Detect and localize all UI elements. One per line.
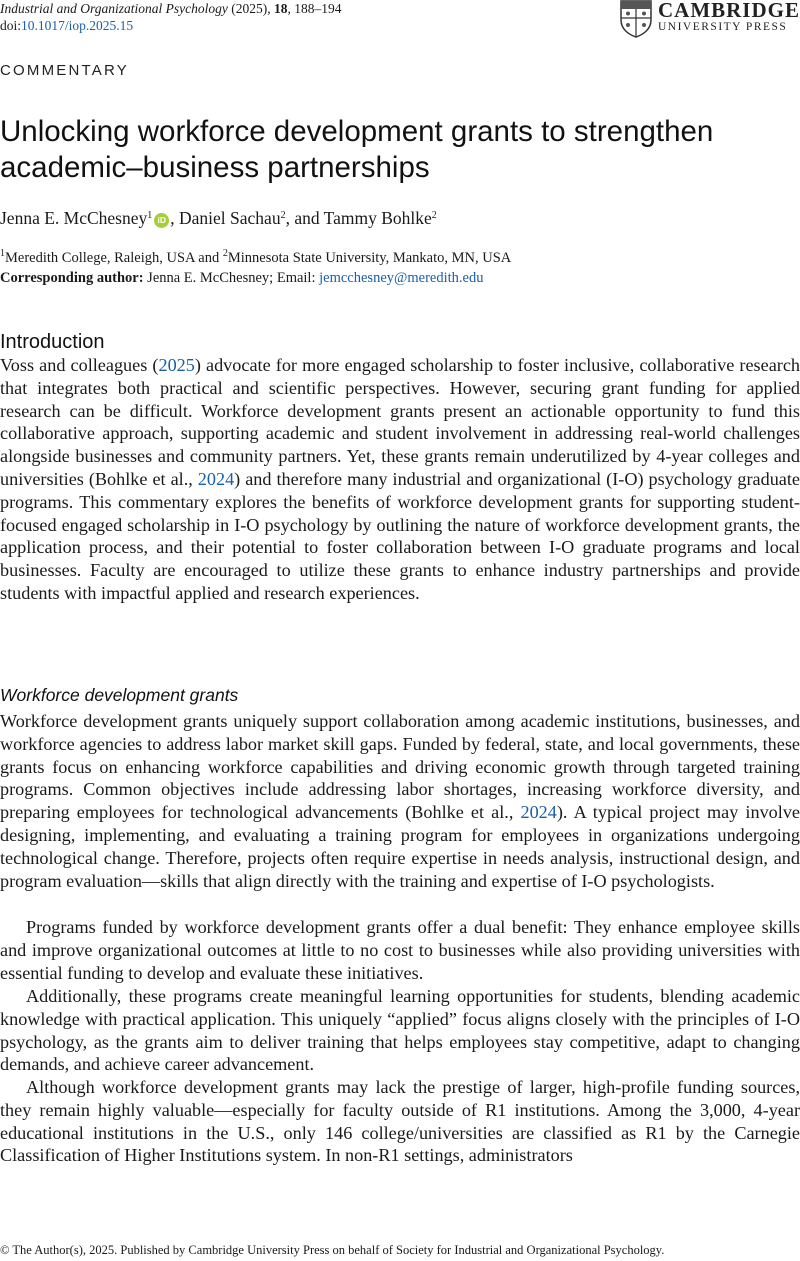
body-paragraph: Additionally, these programs create meaningful learning opportunities for students, blending academic knowledge with practical application. This uniquely “applied” focus aligns closely with the principles of I-O psychology, as the grants aim to deliver training that helps employees stay competitive, adapt to changing demands, and achieve career advancement. xyxy=(0,986,800,1075)
journal-header xyxy=(0,0,342,34)
article-title: Unlocking workforce development grants to strengthen academic–business partnerships xyxy=(0,115,714,184)
publisher-name: CAMBRIDGE xyxy=(657,0,800,22)
citation-link[interactable]: 2024 xyxy=(520,802,557,823)
body-paragraph: Voss and colleagues (2025) advocate for more engaged scholarship to foster inclusive, collaborative research that integrates both practical and scientific perspectives. However, securing grant funding for applied research can be difficult. Workforce development grants present an actionable opportunity to fund this collaborative approach, supporting academic and student involvement in addressing real-world challenges alongside businesses and community partners. Yet, these grants remain underutilized by 4-year colleges and universities (Bohlke et al., 2024) and therefore many industrial and organizational (I-O) psychology graduate programs. This commentary explores the benefits of workforce development grants for supporting student-focused engaged scholarship in I-O psychology by outlining the nature of workforce development grants, the application process, and their potential to foster collaboration between I-O graduate programs and local businesses. Faculty are encouraged to utilize these grants to enhance industry partnerships and provide students with impactful applied and research experiences. xyxy=(0,355,800,603)
affiliation-line: $^1$Meredith College, Raleigh, USA and $^2$Minnesota State University, Mankato, MN, USA xyxy=(0,248,512,266)
section-heading-grants: Workforce development grants xyxy=(0,685,239,705)
orcid-icon[interactable]: iD xyxy=(154,213,169,228)
author-name: Jenna E. McChesney xyxy=(0,208,148,228)
body-paragraph: Programs funded by workforce development grants offer a dual benefit: They enhance employee skills and improve organizational outcomes at little to no cost to businesses while also providing universities with essential funding to develop and evaluate these initiatives. xyxy=(0,917,800,983)
corresponding-author-line: Corresponding author: Jenna E. McChesney; Email: jemcchesney@meredith.edu xyxy=(0,270,484,286)
journal-name: Industrial and Organizational Psychology xyxy=(0,1,228,16)
section-heading-introduction: Introduction xyxy=(0,331,105,353)
citation-link[interactable]: 2024 xyxy=(197,468,235,489)
body-paragraph: Workforce development grants uniquely support collaboration among academic institutions, businesses, and workforce agencies to address labor market skill gaps. Funded by federal, state, and local governments, these grants focus on enhancing workforce capabilities and driving economic growth through targeted training programs. Common objectives include addressing labor shortages, increasing workforce diversity, and preparing employees for technological advancements (Bohlke et al., 2024). A typical project may involve designing, implementing, and evaluating a training program for employees in organizations undergoing technological change. Therefore, projects often require expertise in needs analysis, instructional design, and program evaluation—skills that align directly with the training and expertise of I-O psychologists. xyxy=(0,711,800,891)
publisher-subname: UNIVERSITY PRESS xyxy=(657,21,788,33)
affiliations xyxy=(0,248,511,288)
shield-crest-icon xyxy=(620,0,652,38)
journal-citation: Industrial and Organizational Psychology (2025), 18, 188–194 xyxy=(0,1,342,16)
publisher-logo xyxy=(620,0,800,38)
citation-link[interactable]: 2025 xyxy=(158,355,195,375)
doi-line: doi:10.1017/iop.2025.15 xyxy=(0,18,134,33)
doi-link[interactable]: 10.1017/iop.2025.15 xyxy=(21,18,134,33)
author-list: Jenna E. McChesney$^1$ iD , Daniel Sachau$^2$, and Tammy Bohlke$^2$ xyxy=(0,208,437,228)
body-paragraph: Although workforce development grants may lack the prestige of larger, high-profile funding sources, they remain highly valuable—especially for faculty outside of R1 institutions. Among the 3,000, 4-year educational institutions in the U.S., only 146 college/universities are classified as R1 by the Carnegie Classification of Higher Institutions system. In non-R1 settings, administrators xyxy=(0,1077,800,1166)
article-type-label: COMMENTARY xyxy=(0,62,129,79)
author-names-rest: , Daniel Sachau xyxy=(170,208,281,228)
journal-volume: 18 xyxy=(274,1,288,16)
email-link[interactable]: jemcchesney@meredith.edu xyxy=(319,270,484,286)
copyright-footer: © The Author(s), 2025. Published by Cambridge University Press on behalf of Society for Industrial and Organizational Psychology. xyxy=(0,1243,665,1257)
